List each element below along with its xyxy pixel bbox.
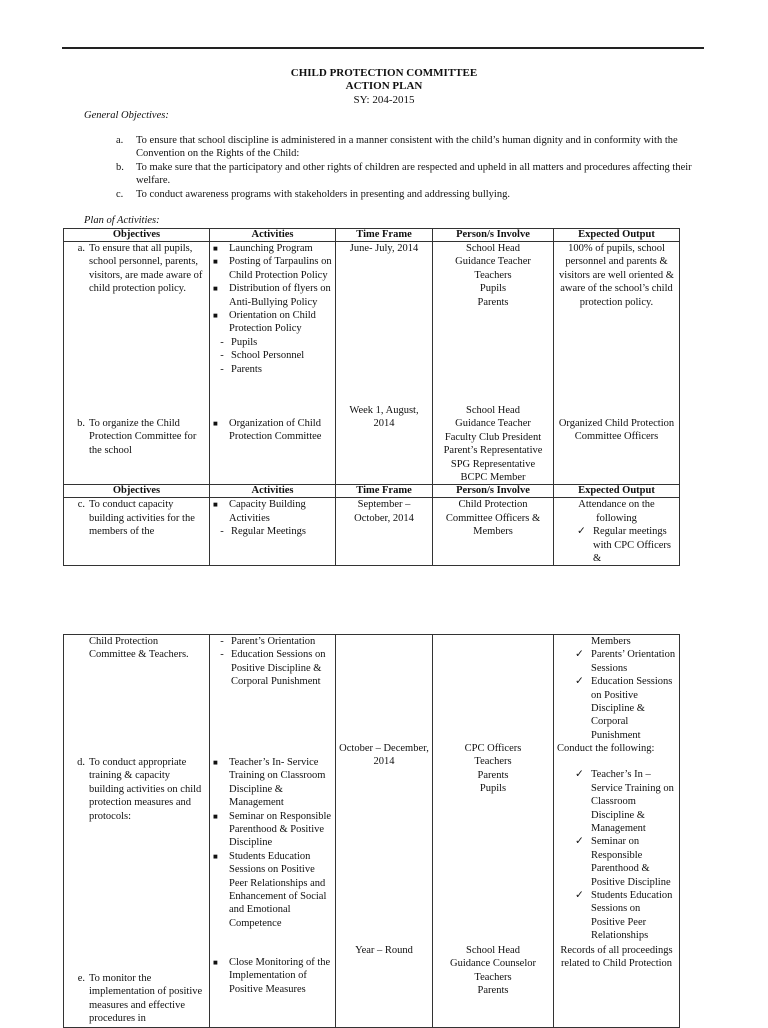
activity-item: ■ Distribution of flyers on Anti-Bullying Policy	[213, 283, 331, 308]
activity-item: ■ Students Education Sessions on Positive Peer Relationships and Enhancement of Social and Emotional Competence	[213, 850, 327, 929]
objective-text: To organize the Child Protection Committee for the school	[89, 418, 197, 456]
general-objectives-heading: General Objectives:	[84, 110, 169, 121]
general-objective-item	[116, 188, 706, 201]
bullet-icon: ■	[213, 284, 218, 294]
persons-c: Child Protection Committee Officers & Members	[433, 498, 554, 566]
persons-d: CPC Officers Teachers Parents Pupils	[464, 743, 522, 795]
activity-item: ■ Capacity Building Activities	[213, 499, 306, 524]
header-activities: Activities	[210, 485, 336, 498]
dash-icon: -	[220, 350, 224, 362]
sub-activity: - Parents	[213, 363, 332, 376]
header-time-frame: Time Frame	[336, 229, 433, 242]
objective-c	[67, 498, 206, 538]
general-objective-item	[116, 134, 706, 161]
checkmark-icon: ✓	[575, 676, 584, 688]
header-persons: Person/s Involve	[433, 229, 554, 242]
dash-icon: -	[220, 636, 224, 647]
header-objectives: Objectives	[64, 485, 210, 498]
expected-output-cell	[554, 498, 680, 566]
document-title-block	[64, 67, 704, 107]
checkmark-icon: ✓	[577, 526, 586, 538]
item-text: To make sure that the participatory and other rights of children are respected and upheld in all matters and procedures affecting their welfare.	[136, 161, 692, 187]
persons-b: School Head Guidance Teacher Faculty Club President Parent’s Representative SPG Representative BCPC Member	[443, 405, 543, 484]
sub-activity: - Parent’s Orientation	[213, 635, 332, 648]
school-year: SY: 204-2015	[353, 93, 415, 106]
activity-item: ■ Organization of Child Protection Committee	[213, 418, 322, 443]
bullet-icon: ■	[213, 958, 218, 967]
objective-marker: a.	[77, 243, 85, 254]
bullet-icon: ■	[213, 311, 218, 321]
sub-activity: - Education Sessions on Positive Discipline & Corporal Punishment	[213, 648, 332, 688]
activity-item: ■ Orientation on Child Protection Policy	[213, 310, 316, 335]
objective-text: Child Protection Committee & Teachers.	[89, 636, 189, 661]
expected-output-cell	[554, 242, 680, 485]
activities-cell	[210, 242, 336, 485]
objective-text: To monitor the implementation of positive measures and effective procedures in	[89, 973, 203, 1025]
time-frame-a: June- July, 2014	[349, 243, 419, 254]
output-intro: Conduct the following:	[557, 743, 655, 754]
activity-item: ■ Launching Program	[213, 243, 313, 254]
header-expected-output: Expected Output	[554, 229, 680, 242]
time-frame-cell	[336, 242, 433, 485]
objective-a	[67, 242, 206, 417]
output-e: Records of all proceedings related to Child Protection	[560, 945, 673, 970]
objectives-cell	[64, 498, 210, 566]
checkmark-icon: ✓	[575, 836, 584, 848]
dash-icon: -	[220, 336, 224, 348]
objectives-cell	[64, 242, 210, 485]
persons-a: School Head Guidance Teacher Teachers Pupils Parents	[455, 243, 531, 308]
objective-text: To conduct capacity building activities for the members of the	[89, 499, 195, 538]
page-top-rule	[62, 47, 704, 49]
objective-text: To conduct appropriate training & capacity building activities on child protection measures and protocols:	[89, 757, 202, 822]
expected-output-cell	[554, 635, 680, 1028]
output-intro: Attendance on the following	[578, 499, 655, 524]
objective-marker: b.	[77, 418, 85, 429]
sub-activity: - Pupils	[213, 336, 332, 349]
time-frame-e: Year – Round	[355, 945, 413, 956]
objective-marker: c.	[77, 499, 85, 511]
table-row	[64, 498, 680, 566]
output-check-item: ✓ Teacher’s In – Service Training on Classroom Discipline & Management	[575, 769, 674, 835]
bullet-icon: ■	[213, 419, 218, 428]
header-persons: Person/s Involve	[433, 485, 554, 498]
dash-icon: -	[220, 526, 224, 538]
plan-table-page-2	[63, 634, 680, 1028]
checkmark-icon: ✓	[575, 890, 584, 902]
objective-c-continued	[67, 635, 206, 756]
general-objectives-list	[116, 134, 706, 201]
output-check-item: ✓ Seminar on Responsible Parenthood & Positive Discipline	[575, 836, 671, 888]
time-frame-b: Week 1, August, 2014	[349, 405, 419, 430]
bullet-icon: ■	[213, 758, 218, 767]
dash-icon: -	[220, 649, 224, 661]
table-row	[64, 242, 680, 485]
sub-activity: - Regular Meetings	[213, 525, 332, 538]
item-text: To conduct awareness programs with stakeholders in presenting and addressing bullying.	[136, 188, 510, 200]
activity-item: ■ Teacher’s In- Service Training on Classroom Discipline & Management	[213, 757, 326, 809]
persons-cell	[433, 242, 554, 485]
header-objectives: Objectives	[64, 229, 210, 242]
output-continued: Members	[591, 636, 631, 647]
document-subtitle: ACTION PLAN	[345, 80, 423, 93]
header-expected-output: Expected Output	[554, 485, 680, 498]
checkmark-icon: ✓	[575, 649, 584, 661]
output-b: Organized Child Protection Committee Officers	[558, 418, 675, 443]
bullet-icon: ■	[213, 244, 218, 253]
item-marker: a.	[116, 135, 124, 146]
checkmark-icon: ✓	[575, 769, 584, 781]
plan-of-activities-heading: Plan of Activities:	[84, 215, 160, 226]
bullet-icon: ■	[213, 500, 218, 510]
activity-item: ■ Close Monitoring of the Implementation of Positive Measures	[213, 957, 331, 995]
output-check-item: ✓ Regular meetings with CPC Officers &	[577, 526, 671, 565]
bullet-icon: ■	[213, 851, 218, 861]
activity-item: ■ Posting of Tarpaulins on Child Protection Policy	[213, 256, 332, 281]
item-marker: c.	[116, 188, 124, 200]
time-frame-d: October – December, 2014	[339, 743, 429, 768]
table-header-row	[64, 229, 680, 242]
bullet-icon: ■	[213, 811, 218, 821]
output-check-item: ✓ Education Sessions on Positive Discipline & Corporal Punishment	[575, 676, 673, 741]
persons-cell	[433, 635, 554, 1028]
bullet-icon: ■	[213, 257, 218, 267]
general-objective-item	[116, 161, 706, 188]
objective-d	[67, 756, 206, 972]
objective-text: To ensure that all pupils, school personnel, parents, visitors, are made aware of child protection policy.	[89, 243, 203, 295]
activities-cell	[210, 498, 336, 566]
objective-marker: e.	[77, 973, 85, 984]
objective-e	[67, 972, 206, 1026]
item-text: To ensure that school discipline is administered in a manner consistent with the child’s human dignity and in conformity with the Convention on the Rights of the Child:	[136, 135, 678, 160]
plan-table-page-1	[63, 228, 680, 566]
output-check-item: ✓ Parents’ Orientation Sessions	[575, 649, 676, 674]
output-a: 100% of pupils, school personnel and parents & visitors are well oriented & aware of the school’s child protection policy.	[559, 243, 674, 308]
activity-item: ■ Seminar on Responsible Parenthood & Positive Discipline	[213, 810, 332, 849]
dash-icon: -	[220, 363, 224, 375]
header-activities: Activities	[210, 229, 336, 242]
sub-activity: - School Personnel	[213, 349, 332, 362]
time-frame-c: September – October, 2014	[336, 498, 433, 566]
persons-e: School Head Guidance Counselor Teachers Parents	[449, 945, 537, 997]
table-header-row	[64, 485, 680, 498]
header-time-frame: Time Frame	[336, 485, 433, 498]
item-marker: b.	[116, 161, 124, 173]
activities-cell	[210, 635, 336, 1028]
objectives-cell	[64, 635, 210, 1028]
time-frame-cell	[336, 635, 433, 1028]
output-check-item: ✓ Students Education Sessions on Positive Peer Relationships	[575, 890, 673, 942]
objective-b	[67, 417, 206, 457]
document-title: CHILD PROTECTION COMMITTEE	[290, 67, 478, 79]
table-row	[64, 635, 680, 1028]
objective-marker: d.	[77, 757, 85, 768]
